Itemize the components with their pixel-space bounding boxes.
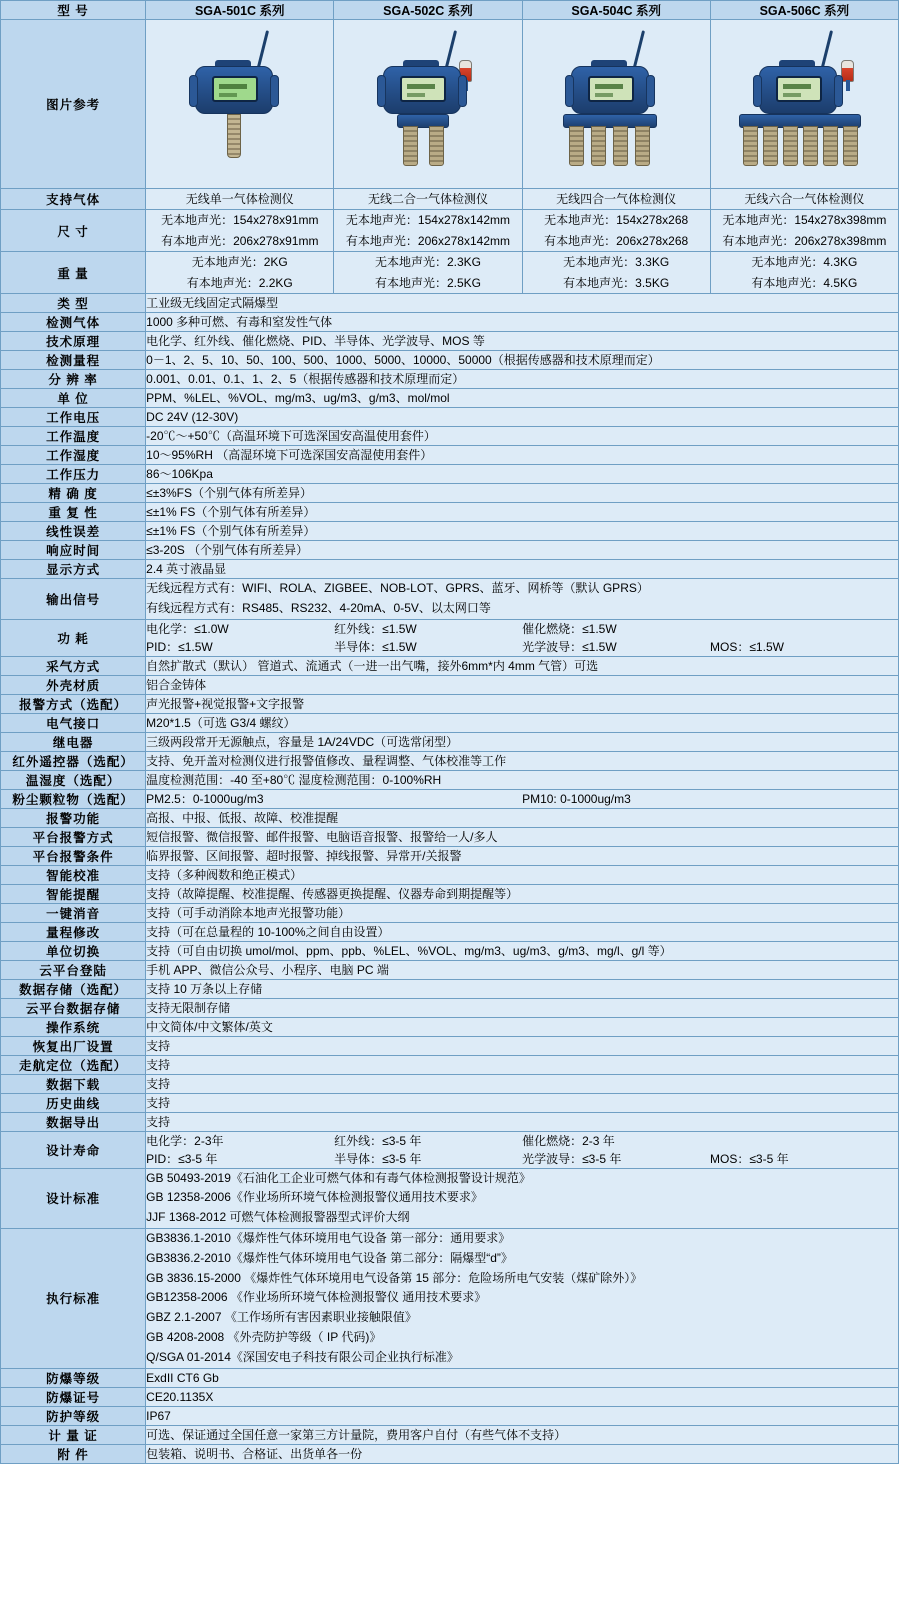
row-label: 线性误差: [1, 521, 146, 540]
row-value: 包装箱、说明书、合格证、出货单各一份: [146, 1444, 899, 1463]
sensor-probe: [763, 126, 778, 166]
sensor-probe: [403, 126, 418, 166]
table-row-spec: [1, 941, 899, 960]
row-label: 防护等级: [1, 1406, 146, 1425]
row-value: -20℃～+50℃（高温环境下可选深国安高温使用套件）: [146, 426, 899, 445]
row-label-image: 图片参考: [1, 20, 146, 189]
dust-pm25: PM2.5：0-1000ug/m3: [146, 791, 264, 806]
size-with-alarm: 有本地声光：206x278x91mm: [161, 233, 319, 248]
row-value: CE20.1135X: [146, 1387, 899, 1406]
row-label: 温湿度（选配）: [1, 770, 146, 789]
row-value: ≤±1% FS（个别气体有所差异）: [146, 521, 899, 540]
row-value: 支持、免开盖对检测仪进行报警值修改、量程调整、气体校准等工作: [146, 751, 899, 770]
weight-with-alarm: 有本地声光：3.5KG: [563, 275, 670, 290]
standard-line: GB 3836.15-2000 《爆炸性气体环境用电气设备第 15 部分：危险场所电气安装（煤矿除外）》: [146, 1270, 643, 1285]
detector-body: [571, 66, 649, 114]
table-row-spec: [1, 808, 899, 827]
device-illustration-dual: [334, 20, 521, 188]
table-row-spec: [1, 694, 899, 713]
lifespan-value: [146, 1131, 899, 1168]
table-row-spec: [1, 464, 899, 483]
row-value: 1000 多种可燃、有毒和窒发性气体: [146, 312, 899, 331]
row-label-size: 尺 寸: [1, 210, 146, 252]
row-label: 显示方式: [1, 559, 146, 578]
supported-gas-2: 无线二合一气体检测仪: [334, 189, 522, 210]
weight-with-alarm: 有本地声光：2.2KG: [186, 275, 293, 290]
sensor-probe: [429, 126, 444, 166]
table-row-design-standard: [1, 1168, 899, 1228]
row-label: 数据存储（选配）: [1, 979, 146, 998]
device-illustration-single: [146, 20, 333, 188]
row-value: ExdII CT6 Gb: [146, 1368, 899, 1387]
row-value: 自然扩散式（默认） 管道式、流通式（一进一出气嘴，接外6mm*内 4mm 气管）可选: [146, 656, 899, 675]
sensor-probe: [635, 126, 650, 166]
size-with-alarm: 有本地声光：206x278x142mm: [345, 233, 510, 248]
table-row-spec: [1, 293, 899, 312]
row-value: 电化学、红外线、催化燃烧、PID、半导体、光学波导、MOS 等: [146, 331, 899, 350]
row-label: 量程修改: [1, 922, 146, 941]
row-value: DC 24V (12-30V): [146, 407, 899, 426]
output-signal-value: [146, 578, 899, 619]
row-label-exec-standard: 执行标准: [1, 1228, 146, 1368]
table-row-spec: [1, 1093, 899, 1112]
table-row-spec: [1, 1368, 899, 1387]
table-row-spec: [1, 1112, 899, 1131]
row-label: 走航定位（选配）: [1, 1055, 146, 1074]
table-row-spec: [1, 350, 899, 369]
weight-4: [710, 252, 898, 294]
row-value: 三级两段常开无源触点，容量是 1A/24VDC（可选常闭型）: [146, 732, 899, 751]
weight-3: [522, 252, 710, 294]
row-value: 支持（多种阀数和绝正模式）: [146, 865, 899, 884]
display-screen: [212, 76, 258, 102]
size-no-alarm: 无本地声光：154x278x91mm: [161, 213, 319, 228]
supported-gas-4: 无线六合一气体检测仪: [710, 189, 898, 210]
power-item: MOS：≤1.5W: [710, 639, 784, 654]
model-header-3: SGA-504C 系列: [522, 1, 710, 20]
row-value: ≤3-20S （个别气体有所差异）: [146, 540, 899, 559]
table-row-weight: [1, 252, 899, 294]
row-label-dust: 粉尘颗粒物（选配）: [1, 789, 146, 808]
table-row-spec: [1, 445, 899, 464]
row-label: 精 确 度: [1, 483, 146, 502]
row-label-supported-gas: 支持气体: [1, 189, 146, 210]
table-row-model: [1, 1, 899, 20]
row-value: 支持无限制存储: [146, 998, 899, 1017]
device-image-506c: [710, 20, 898, 189]
table-row-size: [1, 210, 899, 252]
row-value: 支持（可自由切换 umol/mol、ppm、ppb、%LEL、%VOL、mg/m3、ug/m3、g/m3、mg/l、g/l 等）: [146, 941, 899, 960]
lifespan-item: MOS：≤3-5 年: [710, 1151, 789, 1166]
lifespan-item: 光学波导：≤3-5 年: [522, 1151, 622, 1166]
table-row-spec: [1, 922, 899, 941]
supported-gas-1: 无线单一气体检测仪: [146, 189, 334, 210]
row-value: M20*1.5（可选 G3/4 螺纹）: [146, 713, 899, 732]
standard-line: GB 4208-2008 《外壳防护等级（ IP 代码)》: [146, 1329, 382, 1344]
display-screen: [588, 76, 634, 102]
table-row-spec: [1, 960, 899, 979]
row-label-model: 型 号: [1, 1, 146, 20]
size-no-alarm: 无本地声光：154x278x398mm: [722, 213, 887, 228]
weight-1: [146, 252, 334, 294]
row-value: 支持（可手动消除本地声光报警功能）: [146, 903, 899, 922]
standard-line: GB 50493-2019《石油化工企业可燃气体和有毒气体检测报警设计规范》: [146, 1170, 531, 1185]
row-value: ≤±1% FS（个别气体有所差异）: [146, 502, 899, 521]
standard-line: JJF 1368-2012 可燃气体检测报警器型式评价大纲: [146, 1210, 410, 1225]
table-row-spec: [1, 884, 899, 903]
table-row-spec: [1, 732, 899, 751]
detector-body: [759, 66, 837, 114]
row-label: 智能校准: [1, 865, 146, 884]
design-standard-value: [146, 1168, 899, 1228]
row-label: 云平台数据存储: [1, 998, 146, 1017]
row-label: 单位切换: [1, 941, 146, 960]
lifespan-item: PID：≤3-5 年: [146, 1151, 218, 1166]
row-label: 单 位: [1, 388, 146, 407]
row-label: 平台报警方式: [1, 827, 146, 846]
sensor-probe: [843, 126, 858, 166]
row-label: 继电器: [1, 732, 146, 751]
device-illustration-hex: [711, 20, 898, 188]
row-value: 支持 10 万条以上存储: [146, 979, 899, 998]
row-value: 支持: [146, 1055, 899, 1074]
sensor-probe: [743, 126, 758, 166]
table-row-spec: [1, 751, 899, 770]
table-row-power: [1, 619, 899, 656]
lifespan-item: 红外线：≤3-5 年: [334, 1133, 422, 1148]
lifespan-item: 催化燃烧：2-3 年: [522, 1133, 615, 1148]
lifespan-item: [710, 1132, 898, 1150]
table-row-spec: [1, 713, 899, 732]
row-label: 检测气体: [1, 312, 146, 331]
size-with-alarm: 有本地声光：206x278x268: [544, 233, 689, 248]
table-row-spec: [1, 312, 899, 331]
row-label: 采气方式: [1, 656, 146, 675]
power-item: 红外线：≤1.5W: [334, 621, 417, 636]
table-row-image: [1, 20, 899, 189]
device-image-504c: [522, 20, 710, 189]
standard-line: GBZ 2.1-2007 《工作场所有害因素职业接触限值》: [146, 1310, 417, 1325]
table-row-spec: [1, 1387, 899, 1406]
row-label-lifespan: 设计寿命: [1, 1131, 146, 1168]
table-row-spec: [1, 559, 899, 578]
lifespan-item: 电化学：2-3年: [146, 1133, 224, 1148]
table-row-spec: [1, 998, 899, 1017]
row-value: 0.001、0.01、0.1、1、2、5（根据传感器和技术原理而定）: [146, 369, 899, 388]
row-label-output-signal: 输出信号: [1, 578, 146, 619]
model-header-2: SGA-502C 系列: [334, 1, 522, 20]
row-label-design-standard: 设计标准: [1, 1168, 146, 1228]
row-value: 86～106Kpa: [146, 464, 899, 483]
row-label: 附 件: [1, 1444, 146, 1463]
row-label: 响应时间: [1, 540, 146, 559]
power-value: [146, 619, 899, 656]
dust-value: [146, 789, 899, 808]
table-row-spec: [1, 1055, 899, 1074]
row-label: 操作系统: [1, 1017, 146, 1036]
table-row-spec: [1, 865, 899, 884]
row-value: 支持: [146, 1074, 899, 1093]
row-value: 可选、保证通过全国任意一家第三方计量院，费用客户自付（有些气体不支持）: [146, 1425, 899, 1444]
row-label: 防爆证号: [1, 1387, 146, 1406]
row-value: 支持: [146, 1093, 899, 1112]
row-value: 高报、中报、低报、故障、校准提醒: [146, 808, 899, 827]
row-value: 温度检测范围：-40 至+80℃ 湿度检测范围：0-100%RH: [146, 770, 899, 789]
power-item: PID：≤1.5W: [146, 639, 213, 654]
table-row-spec: [1, 1074, 899, 1093]
model-header-4: SGA-506C 系列: [710, 1, 898, 20]
table-row-spec: [1, 979, 899, 998]
row-label: 历史曲线: [1, 1093, 146, 1112]
row-value: 支持: [146, 1036, 899, 1055]
wired-options: 有线远程方式有：RS485、RS232、4-20mA、0-5V、以太网口等: [146, 600, 491, 615]
row-label: 电气接口: [1, 713, 146, 732]
size-3: [522, 210, 710, 252]
table-row-output-signal: [1, 578, 899, 619]
power-item: [710, 620, 898, 638]
power-item: 催化燃烧：≤1.5W: [522, 621, 617, 636]
row-label: 云平台登陆: [1, 960, 146, 979]
row-value: ≤±3%FS（个别气体有所差异）: [146, 483, 899, 502]
row-label: 平台报警条件: [1, 846, 146, 865]
row-value: 工业级无线固定式隔爆型: [146, 293, 899, 312]
row-label: 防爆等级: [1, 1368, 146, 1387]
row-value: 中文简体/中文繁体/英文: [146, 1017, 899, 1036]
table-row-spec: [1, 827, 899, 846]
row-label: 工作压力: [1, 464, 146, 483]
row-label: 类 型: [1, 293, 146, 312]
device-image-502c: [334, 20, 522, 189]
row-label: 检测量程: [1, 350, 146, 369]
device-illustration-quad: [523, 20, 710, 188]
size-4: [710, 210, 898, 252]
row-label: 分 辨 率: [1, 369, 146, 388]
table-row-spec: [1, 540, 899, 559]
row-label: 技术原理: [1, 331, 146, 350]
standard-line: GB 12358-2006《作业场所环境气体检测报警仪通用技术要求》: [146, 1190, 483, 1205]
table-row-spec: [1, 388, 899, 407]
table-row-spec: [1, 426, 899, 445]
table-row-lifespan: [1, 1131, 899, 1168]
size-with-alarm: 有本地声光：206x278x398mm: [722, 233, 887, 248]
row-value: 铝合金铸体: [146, 675, 899, 694]
table-row-spec: [1, 369, 899, 388]
table-row-spec: [1, 483, 899, 502]
standard-line: GB12358-2006 《作业场所环境气体检测报警仪 通用技术要求》: [146, 1290, 487, 1305]
weight-with-alarm: 有本地声光：4.5KG: [751, 275, 858, 290]
row-label: 数据下载: [1, 1074, 146, 1093]
table-row-spec: [1, 331, 899, 350]
table-row-spec: [1, 1017, 899, 1036]
table-row-dust: [1, 789, 899, 808]
table-row-exec-standard: [1, 1228, 899, 1368]
row-value: 0－1、2、5、10、50、100、500、1000、5000、10000、50000（根据传感器和技术原理而定）: [146, 350, 899, 369]
row-label-power: 功 耗: [1, 619, 146, 656]
row-label: 工作湿度: [1, 445, 146, 464]
power-item: 光学波导：≤1.5W: [522, 639, 617, 654]
weight-no-alarm: 无本地声光：4.3KG: [751, 255, 858, 270]
row-label: 外壳材质: [1, 675, 146, 694]
row-label: 智能提醒: [1, 884, 146, 903]
table-row-spec: [1, 1406, 899, 1425]
table-row-spec: [1, 1444, 899, 1463]
wireless-options: 无线远程方式有：WIFI、ROLA、ZIGBEE、NOB-LOT、GPRS、蓝牙、网桥等（默认 GPRS）: [146, 580, 649, 595]
row-label: 报警方式（选配）: [1, 694, 146, 713]
display-screen: [400, 76, 446, 102]
row-label: 恢复出厂设置: [1, 1036, 146, 1055]
weight-2: [334, 252, 522, 294]
sensor-probe: [227, 114, 241, 158]
row-label: 工作温度: [1, 426, 146, 445]
power-item: 电化学：≤1.0W: [146, 621, 229, 636]
model-header-1: SGA-501C 系列: [146, 1, 334, 20]
table-row-spec: [1, 770, 899, 789]
detector-body: [383, 66, 461, 114]
device-image-501c: [146, 20, 334, 189]
weight-no-alarm: 无本地声光：2KG: [191, 255, 288, 270]
size-2: [334, 210, 522, 252]
supported-gas-3: 无线四合一气体检测仪: [522, 189, 710, 210]
row-value: 2.4 英寸液晶显: [146, 559, 899, 578]
table-row-spec: [1, 656, 899, 675]
sensor-probe: [823, 126, 838, 166]
sensor-probe: [803, 126, 818, 166]
weight-no-alarm: 无本地声光：3.3KG: [563, 255, 670, 270]
row-label: 一键消音: [1, 903, 146, 922]
sensor-probe: [591, 126, 606, 166]
display-screen: [776, 76, 822, 102]
row-label: 工作电压: [1, 407, 146, 426]
weight-with-alarm: 有本地声光：2.5KG: [374, 275, 481, 290]
size-no-alarm: 无本地声光：154x278x268: [544, 213, 689, 228]
standard-line: GB3836.1-2010《爆炸性气体环境用电气设备 第一部分：通用要求》: [146, 1230, 511, 1245]
row-value: 支持（可在总量程的 10-100%之间自由设置）: [146, 922, 899, 941]
detector-body: [195, 66, 273, 114]
row-label: 计 量 证: [1, 1425, 146, 1444]
row-label: 报警功能: [1, 808, 146, 827]
row-value: 支持: [146, 1112, 899, 1131]
row-label: 重 复 性: [1, 502, 146, 521]
standard-line: GB3836.2-2010《爆炸性气体环境用电气设备 第二部分：隔爆型“d”》: [146, 1250, 513, 1265]
size-1: [146, 210, 334, 252]
row-value: 短信报警、微信报警、邮件报警、电脑语音报警、报警给一人/多人: [146, 827, 899, 846]
row-value: 声光报警+视觉报警+文字报警: [146, 694, 899, 713]
row-value: 支持（故障提醒、校准提醒、传感器更换提醒、仪器寿命到期提醒等）: [146, 884, 899, 903]
table-row-spec: [1, 1425, 899, 1444]
table-row-spec: [1, 1036, 899, 1055]
row-value: 手机 APP、微信公众号、小程序、电脑 PC 端: [146, 960, 899, 979]
lifespan-item: 半导体：≤3-5 年: [334, 1151, 422, 1166]
row-label-weight: 重 量: [1, 252, 146, 294]
table-row-spec: [1, 502, 899, 521]
table-row-spec: [1, 903, 899, 922]
exec-standard-value: [146, 1228, 899, 1368]
power-item: 半导体：≤1.5W: [334, 639, 417, 654]
row-label: 红外遥控器（选配）: [1, 751, 146, 770]
table-row-supported-gas: [1, 189, 899, 210]
table-row-spec: [1, 407, 899, 426]
table-row-spec: [1, 846, 899, 865]
row-value: 10～95%RH （高湿环境下可选深国安高湿使用套件）: [146, 445, 899, 464]
standard-line: Q/SGA 01-2014《深国安电子科技有限公司企业执行标准》: [146, 1349, 459, 1364]
row-value: IP67: [146, 1406, 899, 1425]
sensor-probe: [569, 126, 584, 166]
sensor-probe: [783, 126, 798, 166]
size-no-alarm: 无本地声光：154x278x142mm: [345, 213, 510, 228]
weight-no-alarm: 无本地声光：2.3KG: [374, 255, 481, 270]
row-value: PPM、%LEL、%VOL、mg/m3、ug/m3、g/m3、mol/mol: [146, 388, 899, 407]
row-value: 临界报警、区间报警、超时报警、掉线报警、异常开/关报警: [146, 846, 899, 865]
sensor-probe: [613, 126, 628, 166]
table-row-spec: [1, 521, 899, 540]
row-label: 数据导出: [1, 1112, 146, 1131]
dust-pm10: PM10: 0-1000ug/m3: [522, 791, 631, 806]
table-row-spec: [1, 675, 899, 694]
